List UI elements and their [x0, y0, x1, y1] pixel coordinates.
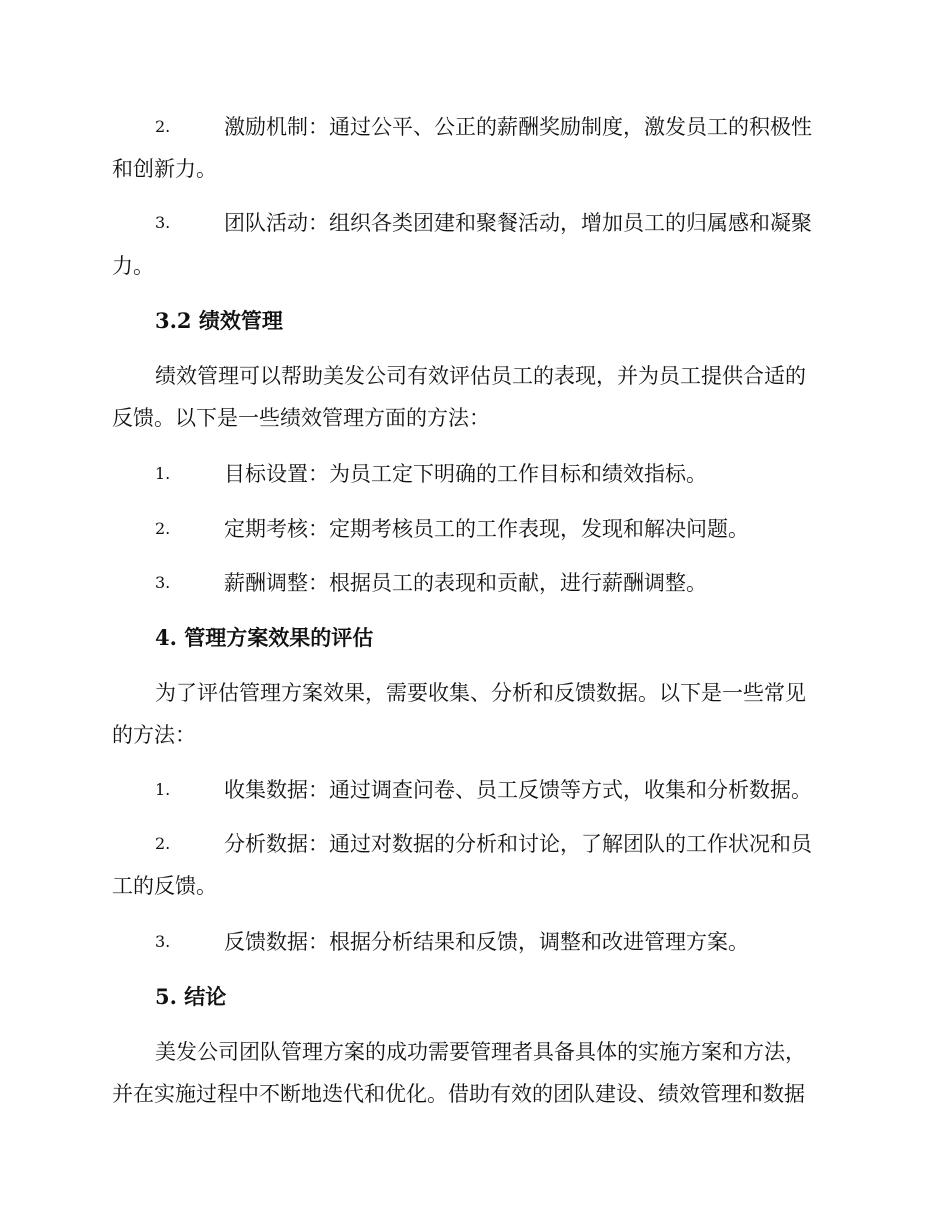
list-item-text: 目标设置：为员工定下明确的工作目标和绩效指标。 — [224, 462, 707, 486]
list-item-continuation: 和创新力。 — [112, 157, 217, 181]
list-item-text: 反馈数据：根据分析结果和反馈，调整和改进管理方案。 — [224, 930, 749, 954]
list-item-text: 分析数据：通过对数据的分析和讨论，了解团队的工作状况和员 — [224, 832, 812, 856]
list-number: 3. — [155, 932, 171, 951]
paragraph-line: 为了评估管理方案效果，需要收集、分析和反馈数据。以下是一些常见 — [155, 681, 806, 705]
paragraph-line: 绩效管理可以帮助美发公司有效评估员工的表现，并为员工提供合适的 — [155, 364, 806, 388]
list-item-continuation: 力。 — [112, 254, 154, 278]
list-number: 1. — [155, 464, 171, 483]
paragraph-line: 的方法： — [112, 723, 196, 747]
list-item-text: 定期考核：定期考核员工的工作表现，发现和解决问题。 — [224, 517, 749, 541]
list-number: 1. — [155, 780, 171, 799]
list-item-text: 团队活动：组织各类团建和聚餐活动，增加员工的归属感和凝聚 — [224, 211, 812, 235]
list-number: 2. — [155, 834, 171, 853]
paragraph-line: 美发公司团队管理方案的成功需要管理者具备具体的实施方案和方法， — [155, 1040, 806, 1064]
list-item-continuation: 工的反馈。 — [112, 874, 217, 898]
paragraph-line: 反馈。以下是一些绩效管理方面的方法： — [112, 406, 490, 430]
list-item-text: 收集数据：通过调查问卷、员工反馈等方式，收集和分析数据。 — [224, 778, 812, 802]
paragraph-line: 并在实施过程中不断地迭代和优化。借助有效的团队建设、绩效管理和数据 — [112, 1082, 805, 1106]
list-item-text: 薪酬调整：根据员工的表现和贡献，进行薪酬调整。 — [224, 571, 707, 595]
section-heading: 5. 结论 — [155, 984, 227, 1009]
list-number: 2. — [155, 117, 171, 136]
section-heading: 4. 管理方案效果的评估 — [155, 625, 374, 650]
section-heading: 3.2 绩效管理 — [155, 308, 283, 333]
list-number: 2. — [155, 519, 171, 538]
list-number: 3. — [155, 213, 171, 232]
list-number: 3. — [155, 573, 171, 592]
list-item-text: 激励机制：通过公平、公正的薪酬奖励制度，激发员工的积极性 — [224, 115, 812, 139]
